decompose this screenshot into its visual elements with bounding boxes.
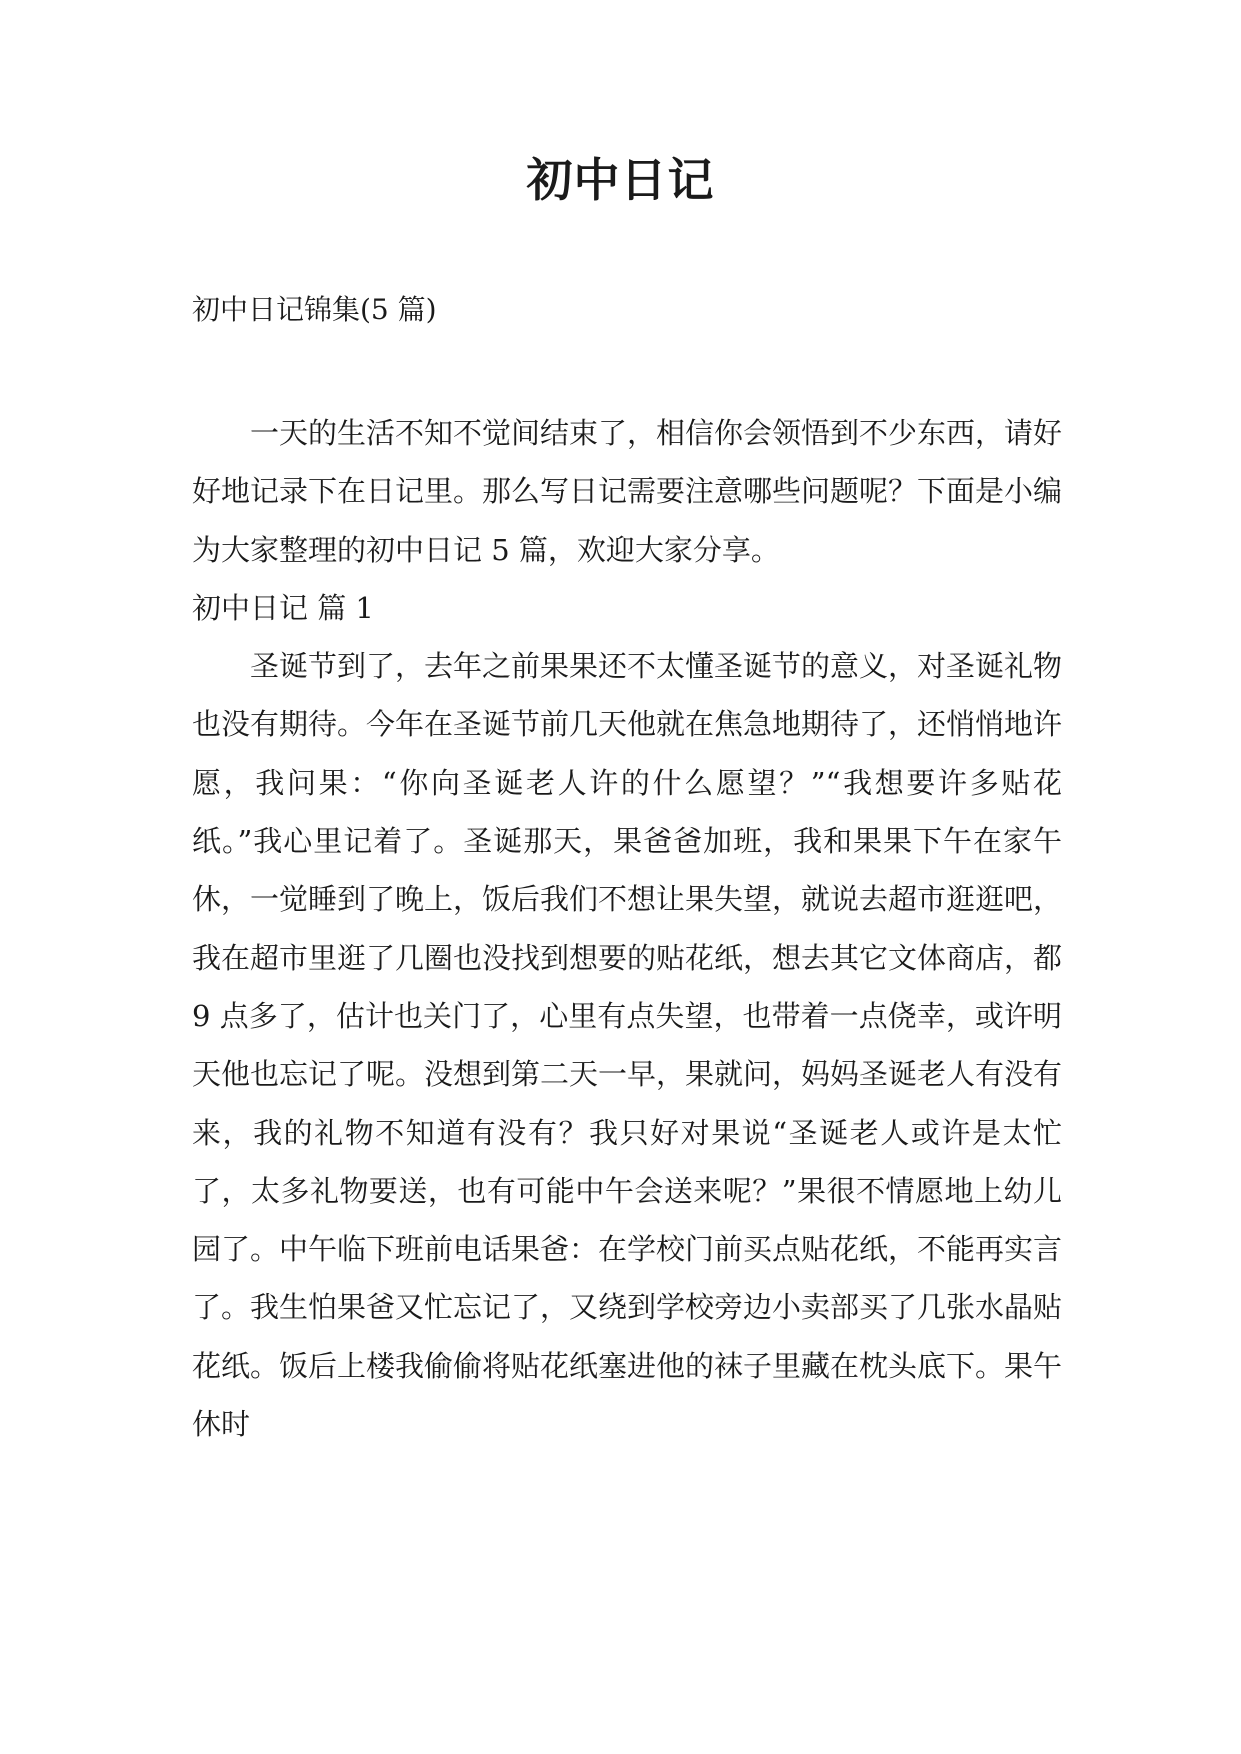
document-title: 初中日记 xyxy=(526,153,715,207)
intro-paragraph: 一天的生活不知不觉间结束了，相信你会领悟到不少东西，请好好地记录下在日记里。那么写日记需要注意哪些问题呢？下面是小编为大家整理的初中日记 5 篇，欢迎大家分享。 xyxy=(192,416,1063,567)
section-paragraph: 圣诞节到了，去年之前果果还不太懂圣诞节的意义，对圣诞礼物也没有期待。今年在圣诞节前几天他就在焦急地期待了，还悄悄地许愿，我问果：“你向圣诞老人许的什么愿望？”“我想要许多贴花纸。”我心里记着了。圣诞那天，果爸爸加班，我和果果下午在家午休，一觉睡到了晚上，饭后我们不想让果失望，就说去超市逛逛吧，我在超市里逛了几圈也没找到想要的贴花纸，想去其它文体商店，都 9 点多了，估计也关门了，心里有点失望，也带着一点侥幸，或许明天他也忘记了呢。没想到第二天一早，果就问，妈妈圣诞老人有没有来，我的礼物不知道有没有？我只好对果说“圣诞老人或许是太忙了，太多礼物要送，也有可能中午会送来呢？”果很不情愿地上幼儿园了。中午临下班前电话果爸：在学校门前买点贴花纸，不能再实言了。我生怕果爸又忙忘记了，又绕到学校旁边小卖部买了几张水晶贴花纸。饭后上楼我偷偷将贴花纸塞进他的袜子里藏在枕头底下。果午休时 xyxy=(192,649,1063,1442)
section-heading: 初中日记 篇 1 xyxy=(192,590,374,625)
document-body xyxy=(192,404,1062,1453)
document-subtitle: 初中日记锦集(5 篇) xyxy=(192,293,437,326)
